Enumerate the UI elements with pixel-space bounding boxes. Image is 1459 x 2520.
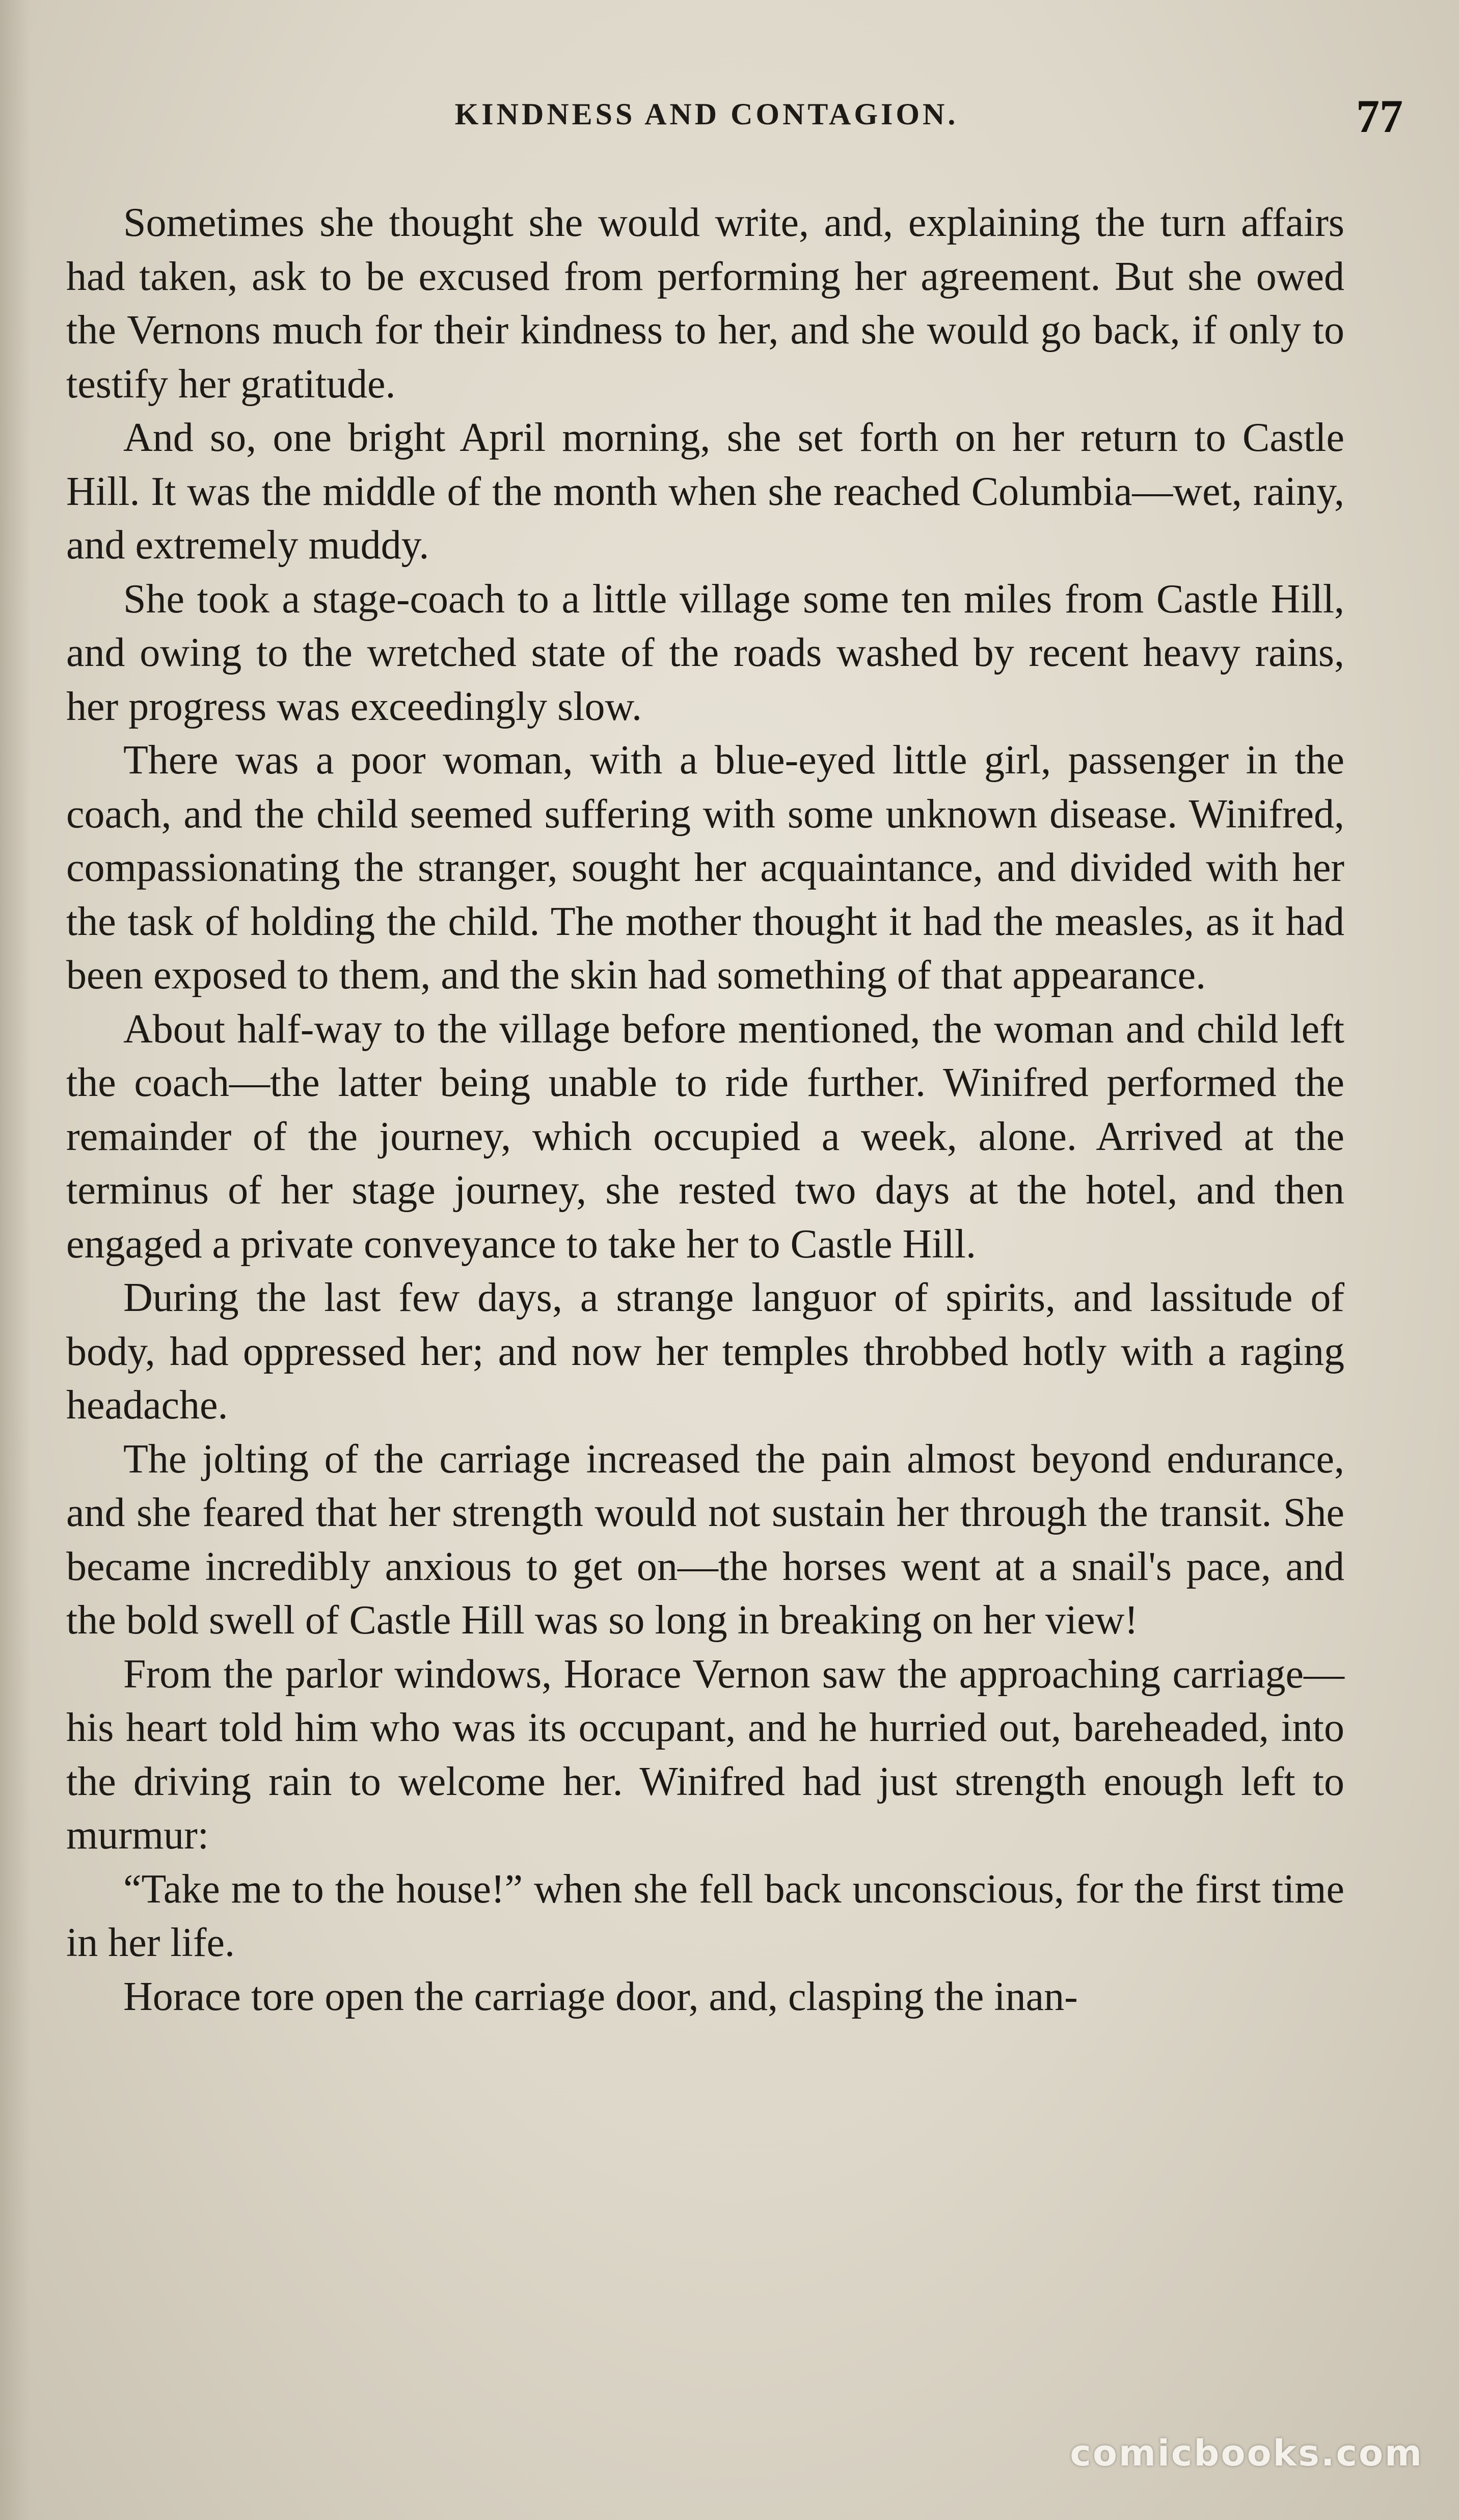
paragraph: The jolting of the carriage increased the pain almost beyond endurance, and she feared that her strength would not sustain her through the transit. She became incredibly anxious to get on—the horses went at a snail's pace, and the bold swell of Castle Hill was so long in breaking on her view! <box>66 1436 1344 1643</box>
paragraph: There was a poor woman, with a blue-eyed little girl, passenger in the coach, and the child seemed suffering with some unknown disease. Winifred, compassionating the stranger, sought her acquaintance, and divided with her the task of holding the child. The mother thought it had the measles, as it had been exposed to them, and the skin had something of that appearance. <box>66 738 1344 998</box>
paragraph: About half-way to the village before mentioned, the woman and child left the coach—the latter being unable to ride further. Winifred performed the remainder of the journey, which occupied a week, alone. Arrived at the terminus of her stage journey, she rested two days at the hotel, and then engaged a private conveyance to take her to Castle Hill. <box>66 1006 1344 1267</box>
paragraph: Horace tore open the carriage door, and, clasping the inan- <box>123 1974 1078 2019</box>
paragraph: She took a stage-coach to a little village some ten miles from Castle Hill, and owing to the wretched state of the roads washed by recent heavy rains, her progress was exceedingly slow. <box>66 576 1344 729</box>
page-number: 77 <box>1356 90 1403 142</box>
paragraph: “Take me to the house!” when she fell back unconscious, for the first time in her life. <box>66 1866 1344 1965</box>
paragraph: And so, one bright April morning, she set forth on her return to Castle Hill. It was the middle of the month when she reached Columbia—wet, rainy, and extremely muddy. <box>66 415 1344 568</box>
paragraph: From the parlor windows, Horace Vernon saw the approaching carriage—his heart told him who was its occupant, and he hurried out, bareheaded, into the driving rain to welcome her. Winifred had just strength enough left to murmur: <box>66 1651 1344 1858</box>
paragraph: Sometimes she thought she would write, and, explaining the turn affairs had taken, ask to be excused from performing her agreement. But she owed the Vernons much for their kindness to her, and she would go back, if only to testify her gratitude. <box>66 200 1344 407</box>
running-head: KINDNESS AND CONTAGION. <box>454 97 959 131</box>
site-watermark: comicbooks.com <box>1070 2432 1423 2474</box>
page-header <box>66 89 1403 145</box>
body-text <box>66 196 1344 2024</box>
paragraph: During the last few days, a strange languor of spirits, and lassitude of body, had oppressed her; and now her temples throbbed hotly with a raging headache. <box>66 1275 1344 1428</box>
